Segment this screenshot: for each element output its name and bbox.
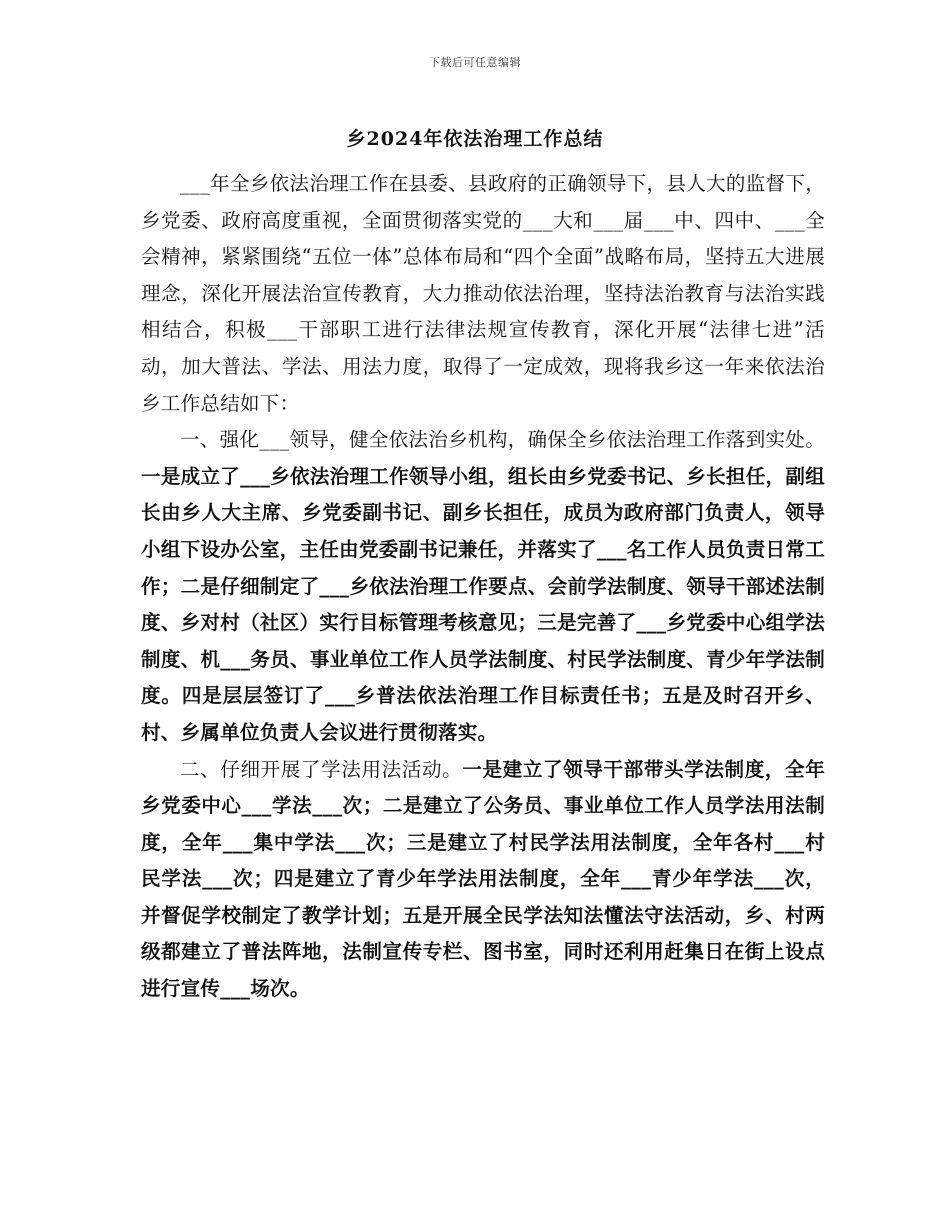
document-body: [141, 166, 825, 1008]
paragraph-section-1: [141, 422, 825, 751]
section-heading: 一、强化___领导，健全依法治乡机构，确保全乡依法治理工作落到实处。: [180, 428, 825, 452]
section-heading: 二、仔细开展了学法用法活动。: [180, 757, 463, 781]
document-title: 乡2024年依法治理工作总结: [346, 128, 604, 150]
header-note: 下载后可任意编辑: [429, 56, 521, 69]
paragraph-text: ___年全乡依法治理工作在县委、县政府的正确领导下，县人大的监督下，乡党委、政府高度重视，全面贯彻落实党的___大和___届___中、四中、___全会精神，紧紧围绕“五位一体”总体布局和“四个全面”战略布局，坚持五大进展理念，深化开展法治宣传教育，大力推动依法治理，坚持法治教育与法治实践相结合，积极___干部职工进行法律法规宣传教育，深化开展“法律七进”活动，加大普法、学法、用法力度，取得了一定成效，现将我乡这一年来依法治乡工作总结如下：: [141, 172, 825, 415]
section-bold-text: 一是成立了___乡依法治理工作领导小组，组长由乡党委书记、乡长担任，副组长由乡人大主席、乡党委副书记、副乡长担任，成员为政府部门负责人，领导小组下设办公室，主任由党委副书记兼任，并落实了___名工作人员负责日常工作；二是仔细制定了___乡依法治理工作要点、会前学法制度、领导干部述法制度、乡对村（社区）实行目标管理考核意见；三是完善了___乡党委中心组学法制度、机___务员、事业单位工作人员学法制度、村民学法制度、青少年学法制度。四是层层签订了___乡普法依法治理工作目标责任书；五是及时召开乡、村、乡属单位负责人会议进行贯彻落实。: [141, 464, 825, 744]
paragraph-intro: [141, 166, 825, 422]
paragraph-section-2: [141, 752, 825, 1008]
section-bold-text: 一是建立了领导干部带头学法制度，全年乡党委中心___学法___次；二是建立了公务员、事业单位工作人员学法用法制度，全年___集中学法___次；三是建立了村民学法用法制度，全年各村___村民学法___次；四是建立了青少年学法用法制度，全年___青少年学法___次，并督促学校制定了教学计划；五是开展全民学法知法懂法守法活动，乡、村两级都建立了普法阵地，法制宣传专栏、图书室，同时还利用赶集日在街上设点进行宣传___场次。: [141, 757, 826, 1001]
